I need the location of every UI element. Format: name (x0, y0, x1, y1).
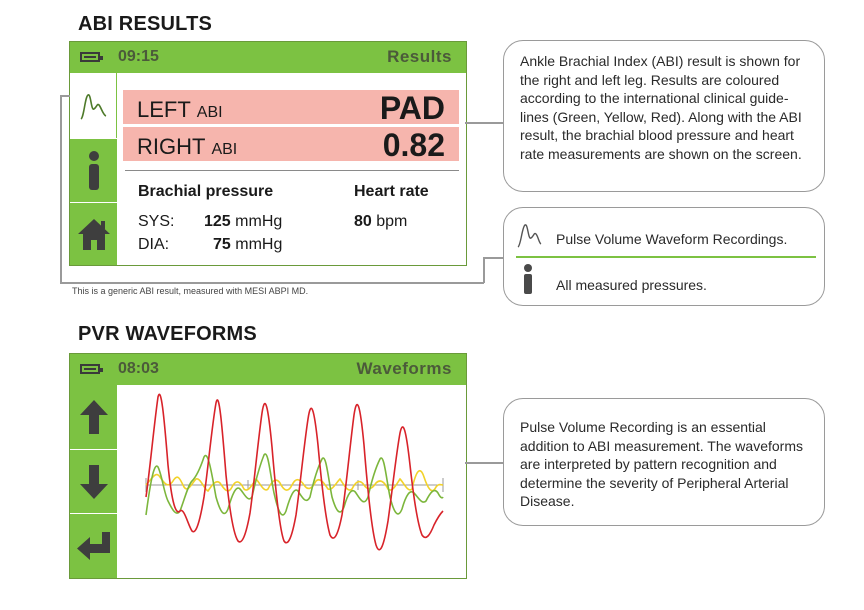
right-label: RIGHT (137, 134, 206, 159)
left-label: LEFT (137, 97, 191, 122)
pvr-explanation-text: Pulse Volume Recording is an essential addition to ABI measurement. The waveforms are interpreted by pattern recognition and determine the severity of Peripheral Arterial Disease. (520, 419, 803, 509)
sys-value: 125 (204, 213, 231, 230)
heart-rate-reading (354, 213, 407, 231)
legend-connector-rise (483, 257, 485, 283)
legend-divider (516, 256, 816, 258)
icon-legend-callout (503, 207, 825, 306)
abi-explanation-callout (503, 40, 825, 192)
pvr-legend-label: Pulse Volume Waveform Recordings. (556, 231, 788, 247)
scroll-down-button[interactable] (70, 450, 117, 513)
dia-value: 75 (213, 236, 231, 253)
right-abi-label (137, 134, 237, 160)
screen-title: Results (387, 47, 452, 66)
info-button[interactable] (70, 139, 117, 202)
red-waveform (146, 394, 443, 549)
status-bar (70, 42, 466, 73)
callout-connector (465, 122, 503, 124)
pvr-waveforms-title: PVR WAVEFORMS (78, 323, 257, 345)
heart-rate-value: 80 (354, 213, 372, 230)
pulse-waveform-icon (79, 89, 107, 123)
heart-rate-title: Heart rate (354, 183, 429, 200)
sys-reading (204, 213, 282, 231)
back-button[interactable] (70, 514, 117, 578)
pvr-explanation-callout (503, 398, 825, 526)
left-abi-label (137, 97, 223, 123)
heart-rate-unit: bpm (376, 213, 408, 230)
legend-connector-top (60, 95, 70, 97)
brachial-pressure-title: Brachial pressure (138, 183, 274, 200)
abi-caption: This is a generic ABI result, measured with MESI ABPI MD. (72, 286, 309, 296)
pvr-waveforms-screen (69, 353, 467, 579)
dia-label: DIA: (138, 236, 170, 253)
right-abi-unit: ABI (211, 141, 238, 158)
battery-icon (80, 52, 100, 62)
pressures-legend-label: All measured pressures. (556, 277, 707, 293)
pvr-callout-connector (465, 462, 503, 464)
abi-explanation-text: Ankle Brachial Index (ABI) result is shown for the right and left leg. Results are coloured according to the international clinical guide-lines (Green, Yellow, Red). Along with the ABI result, the brachial blood pressure and heart rate measurements are shown on the screen. (520, 53, 802, 162)
arrow-up-icon (79, 399, 109, 435)
left-abi-unit: ABI (196, 104, 223, 121)
dia-unit: mmHg (235, 236, 283, 253)
abi-results-title: ABI RESULTS (78, 13, 213, 35)
sidebar (70, 73, 117, 265)
battery-icon (80, 364, 100, 374)
legend-connector-end (483, 257, 503, 259)
dia-reading (213, 236, 282, 254)
home-button[interactable] (70, 203, 117, 265)
return-arrow-icon (76, 531, 112, 561)
right-abi-value: 0.82 (382, 127, 445, 163)
sys-unit: mmHg (235, 213, 283, 230)
clock-time: 09:15 (118, 48, 159, 65)
right-abi-row (123, 127, 459, 161)
pulse-waveform-icon (516, 220, 542, 250)
legend-connector-vertical (60, 95, 62, 283)
sys-label: SYS: (138, 213, 175, 230)
pvr-waveform-plot (118, 385, 465, 577)
yellow-waveform (146, 471, 443, 491)
pvr-waveform-button[interactable] (70, 73, 117, 138)
home-icon (77, 217, 111, 251)
screen-title: Waveforms (356, 359, 452, 378)
results-divider (125, 170, 459, 171)
sidebar (70, 385, 117, 578)
info-icon (87, 151, 101, 191)
abi-results-screen (69, 41, 467, 266)
left-abi-row (123, 90, 459, 124)
legend-connector-bottom (60, 282, 484, 284)
info-icon (522, 264, 534, 294)
arrow-down-icon (79, 464, 109, 500)
status-bar (70, 354, 466, 385)
scroll-up-button[interactable] (70, 385, 117, 449)
clock-time: 08:03 (118, 360, 159, 377)
left-abi-value: PAD (379, 90, 445, 126)
